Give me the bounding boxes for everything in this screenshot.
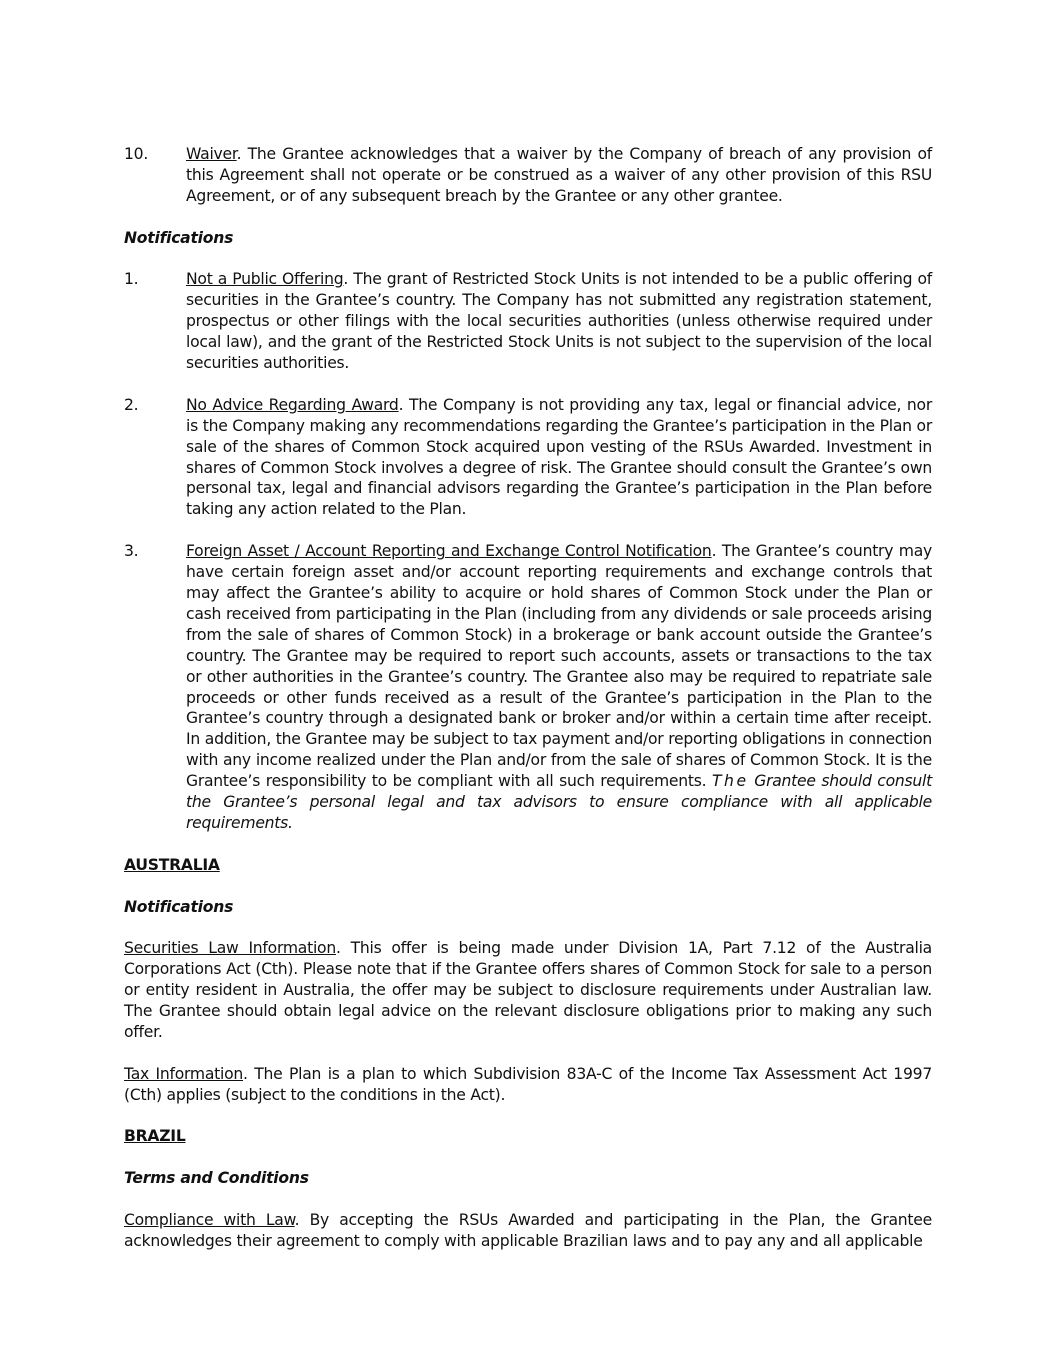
notification-body: . The Grantee’s country may have certain foreign asset and/or account reporting requirements and exchange controls that may affect the Grantee’s ability to acquire or hold shares of Common Stock under the Plan or cash received from participating in the Plan (including from any dividends or sale proceeds arising from the sale of shares of Common Stock) in a brokerage or bank account outside the Grantee’s country. The Grantee may be required to report such accounts, assets or transactions to the tax or other authorities in the Grantee’s country. The Grantee also may be required to repatriate sale proceeds or other funds received as a result of the Grantee’s participation in the Plan to the Grantee’s country through a designated bank or broker and/or within a certain time after receipt. In addition, the Grantee may be subject to tax payment and/or reporting obligations in connection with any income realized under the Plan and/or from the sale of shares of Common Stock. It is the Grantee’s responsibility to be compliant with all such requirements. (186, 542, 932, 791)
australia-notifications-heading: Notifications (124, 897, 234, 916)
notification-italic-lead: The (712, 772, 749, 791)
document-page (124, 144, 932, 1273)
paragraph-title: Securities Law Information (124, 939, 336, 958)
notification-body: . The grant of Restricted Stock Units is not intended to be a public offering of securities in the Grantee’s country. The Company has not submitted any registration statement, prospectus or other filings with the local securities authorities (unless otherwise required under local law), and the grant of the Restricted Stock Units is not subject to the supervision of the local securities authorities. (186, 270, 932, 373)
notification-item-no-advice (124, 395, 932, 520)
notification-italic-rest: Grantee should consult the Grantee’s personal legal and tax advisors to ensure compliance with all applicable requirements. (186, 772, 932, 832)
item-number: 3. (124, 542, 139, 561)
notification-item-foreign-asset (124, 541, 932, 834)
brazil-terms-heading: Terms and Conditions (124, 1169, 309, 1188)
notification-body: . The Company is not providing any tax, legal or financial advice, nor is the Company making any recommendations regarding the Grantee’s participation in the Plan or sale of the shares of Common Stock acquired upon vesting of the RSUs Awarded. Investment in shares of Common Stock involves a degree of risk. The Grantee should consult the Grantee’s own personal tax, legal and financial advisors regarding the Grantee’s participation in the Plan before taking any action related to the Plan. (186, 395, 932, 519)
paragraph-title: Tax Information (124, 1064, 244, 1083)
australia-tax-information (124, 1064, 932, 1106)
item-number: 10. (124, 145, 149, 163)
australia-securities-law (124, 938, 932, 1043)
paragraph-body: . The Plan is a plan to which Subdivision 83A-C of the Income Tax Assessment Act 1997 (Cth) applies (subject to the conditions in the Act). (124, 1064, 932, 1104)
brazil-compliance-with-law (124, 1210, 932, 1252)
notification-item-public-offering (124, 269, 932, 374)
waiver-body: . The Grantee acknowledges that a waiver by the Company of breach of any provision of this Agreement shall not operate or be construed as a waiver of any other provision of this RSU Agreement, or of any subsequent breach by the Grantee or any other grantee. (186, 145, 932, 205)
country-heading-brazil: BRAZIL (124, 1127, 186, 1146)
paragraph-body: . By accepting the RSUs Awarded and participating in the Plan, the Grantee acknowledges their agreement to comply with applicable Brazilian laws and to pay any and all applicable (124, 1211, 932, 1250)
waiver-title: Waiver (186, 145, 237, 163)
item-number: 2. (124, 395, 139, 414)
country-heading-australia: AUSTRALIA (124, 855, 220, 874)
paragraph-title: Compliance with Law (124, 1211, 295, 1230)
notification-title: Not a Public Offering (186, 270, 344, 289)
notification-title: No Advice Regarding Award (186, 395, 399, 414)
paragraph-body: . This offer is being made under Division 1A, Part 7.12 of the Australia Corporations Act (Cth). Please note that if the Grantee offers shares of Common Stock for sale to a person or entity resident in Australia, the offer may be subject to disclosure requirements under Australian law. The Grantee should obtain legal advice on the relevant disclosure obligations prior to making any such offer. (124, 939, 932, 1041)
notification-title: Foreign Asset / Account Reporting and Exchange Control Notification (186, 542, 712, 561)
item-number: 1. (124, 270, 139, 289)
section-waiver (124, 144, 932, 207)
notifications-heading: Notifications (124, 228, 234, 247)
